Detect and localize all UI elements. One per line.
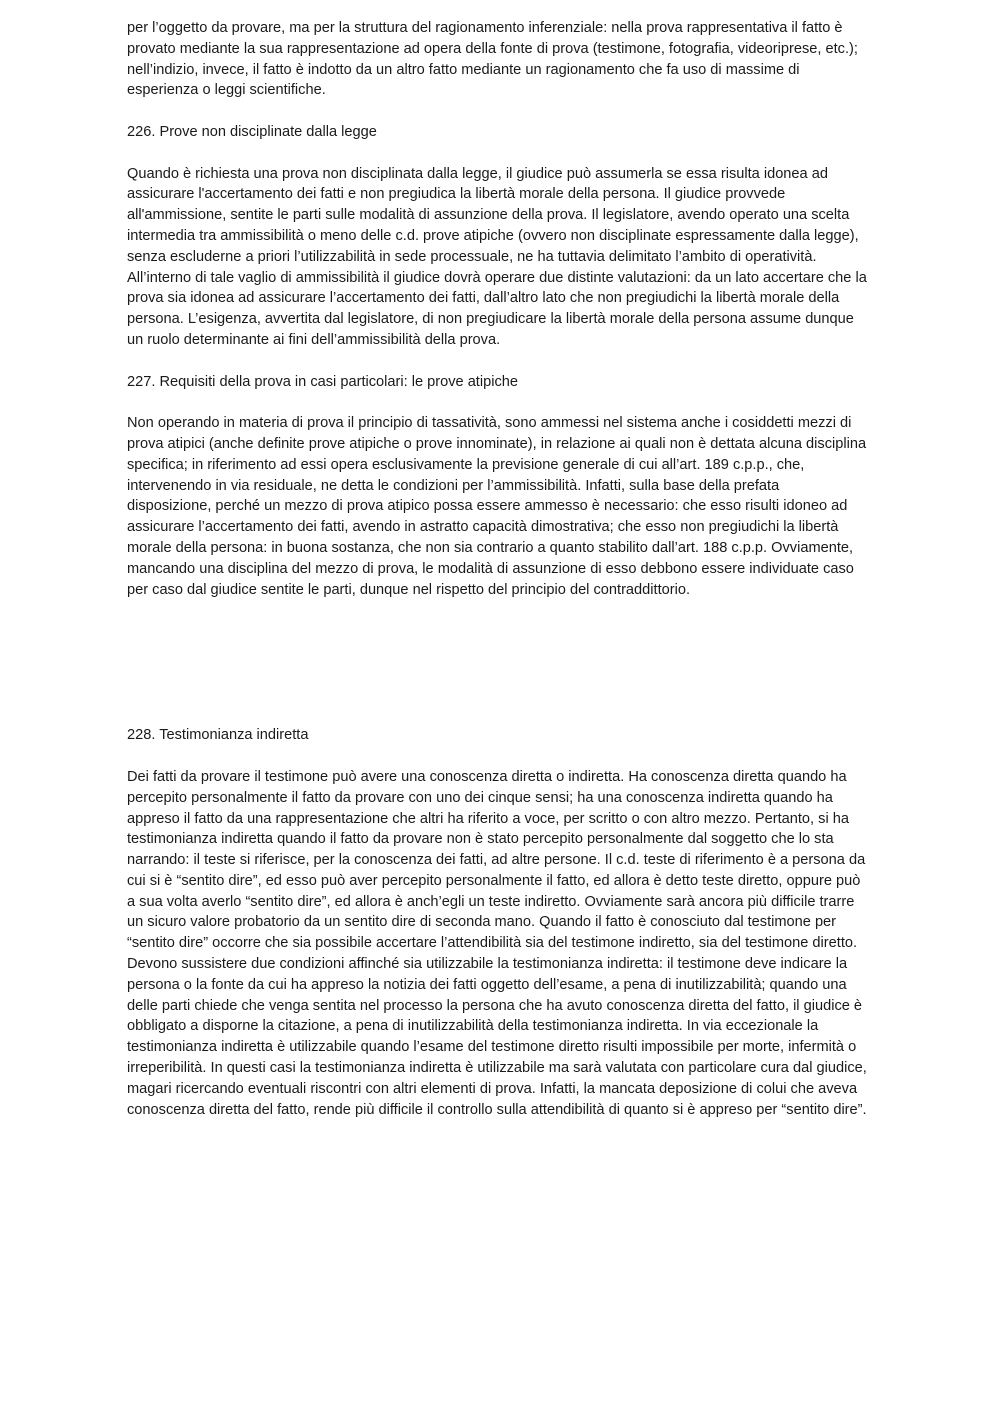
section-227-body: Non operando in materia di prova il principio di tassatività, sono ammessi nel sistema anche i cosiddetti mezzi di prova atipici (anche definite prove atipiche o prove innominate), in relazione ai quali non è dettata alcuna disciplina specifica; in riferimento ad essi opera esclusivamente la previsione generale di cui all’art. 189 c.p.p., che, intervenendo in via residuale, ne detta le condizioni per l’ammissibilità. Infatti, sulla base della prefata disposizione, perché un mezzo di prova atipico possa essere ammesso è necessario: che esso risulti idoneo ad assicurare l’accertamento dei fatti, avendo in astratto capacità dimostrativa; che esso non pregiudichi la libertà morale della persona: in buona sostanza, che non sia contrario a quanto stabilito dall’art. 188 c.p.p. Ovviamente, mancando una disciplina del mezzo di prova, le modalità di assunzione di esso debbono essere individuate caso per caso dal giudice sentite le parti, dunque nel rispetto del principio del contraddittorio. bbox=[127, 415, 867, 598]
spacer bbox=[127, 351, 867, 372]
intro-paragraph: per l’oggetto da provare, ma per la struttura del ragionamento inferenziale: nella prova rappresentativa il fatto è provato mediante la sua rappresentazione ad opera della fonte di prova (testimone, fotografia, videoriprese, etc.); nell’indizio, invece, il fatto è indotto da un altro fatto mediante un ragionamento che fa uso di massime di esperienza o leggi scientifiche. bbox=[127, 20, 858, 99]
blank-space bbox=[127, 600, 867, 725]
section-227-heading: 227. Requisiti della prova in casi particolari: le prove atipiche bbox=[127, 373, 518, 390]
section-228-body: Dei fatti da provare il testimone può avere una conoscenza diretta o indiretta. Ha conoscenza diretta quando ha percepito personalmente il fatto da provare con uno dei cinque sensi; ha una conoscenza indiretta quando ha appreso il fatto da una rappresentazione che altri ha riferito a voce, per scritto o con altro mezzo. Pertanto, si ha testimonianza indiretta quando il fatto da provare non è stato percepito personalmente dal soggetto che lo sta narrando: il teste si riferisce, per la conoscenza dei fatti, ad altre persone. Il c.d. teste di riferimento è a persona da cui si è “sentito dire”, ed esso può aver percepito personalmente il fatto, ed allora è detto teste diretto, oppure può a sua volta averlo “sentito dire”, ed allora è anch’egli un teste indiretto. Ovviamente sarà ancora più difficile trarre un sicuro valore probatorio da un sentito dire di seconda mano. Quando il fatto è conosciuto dal testimone per “sentito dire” occorre che sia possibile accertare l’attendibilità sia del testimone indiretto, sia del testimone diretto. Devono sussistere due condizioni affinché sia utilizzabile la testimonianza indiretta: il testimone deve indicare la persona o la fonte da cui ha appreso la notizia dei fatti oggetto dell’esame, a pena di inutilizzabilità; quando una delle parti chiede che venga sentita nel processo la persona che ha avuto conoscenza diretta del fatto, il giudice è obbligato a disporne la citazione, a pena di inutilizzabilità della testimonianza indiretta. In via eccezionale la testimonianza indiretta è utilizzabile quando l’esame del testimone diretto risulti impossibile per morte, infermità o irreperibilità. In questi casi la testimonianza indiretta è utilizzabile ma sarà valutata con particolare cura dal giudice, magari ricercando eventuali riscontri con altri elementi di prova. Infatti, la mancata deposizione di colui che aveva conoscenza diretta del fatto, rende più difficile il controllo sulla attendibilità di quanto si è appreso per “sentito dire”. bbox=[127, 768, 867, 1118]
page-content bbox=[127, 18, 867, 1120]
spacer bbox=[127, 392, 867, 413]
section-226-heading: 226. Prove non disciplinate dalla legge bbox=[127, 123, 377, 140]
section-228-heading: 228. Testimonianza indiretta bbox=[127, 727, 309, 744]
spacer bbox=[127, 143, 867, 164]
section-226-body: Quando è richiesta una prova non disciplinata dalla legge, il giudice può assumerla se essa risulta idonea ad assicurare l'accertamento dei fatti e non pregiudica la libertà morale della persona. Il giudice provvede all'ammissione, sentite le parti sulle modalità di assunzione della prova. Il legislatore, avendo operato una scelta intermedia tra ammissibilità o meno delle c.d. prove atipiche (ovvero non disciplinate espressamente dalla legge), senza escluderne a priori l’utilizzabilità in sede processuale, ne ha tuttavia delimitato l’ambito di operatività. All’interno di tale vaglio di ammissibilità il giudice dovrà operare due distinte valutazioni: da un lato accertare che la prova sia idonea ad assicurare l’accertamento dei fatti, dall’altro lato che non pregiudichi la libertà morale della persona. L’esigenza, avvertita dal legislatore, di non pregiudicare la libertà morale della persona assume dunque un ruolo determinante ai fini dell’ammissibilità della prova. bbox=[127, 165, 867, 348]
spacer bbox=[127, 101, 867, 122]
spacer bbox=[127, 746, 867, 767]
